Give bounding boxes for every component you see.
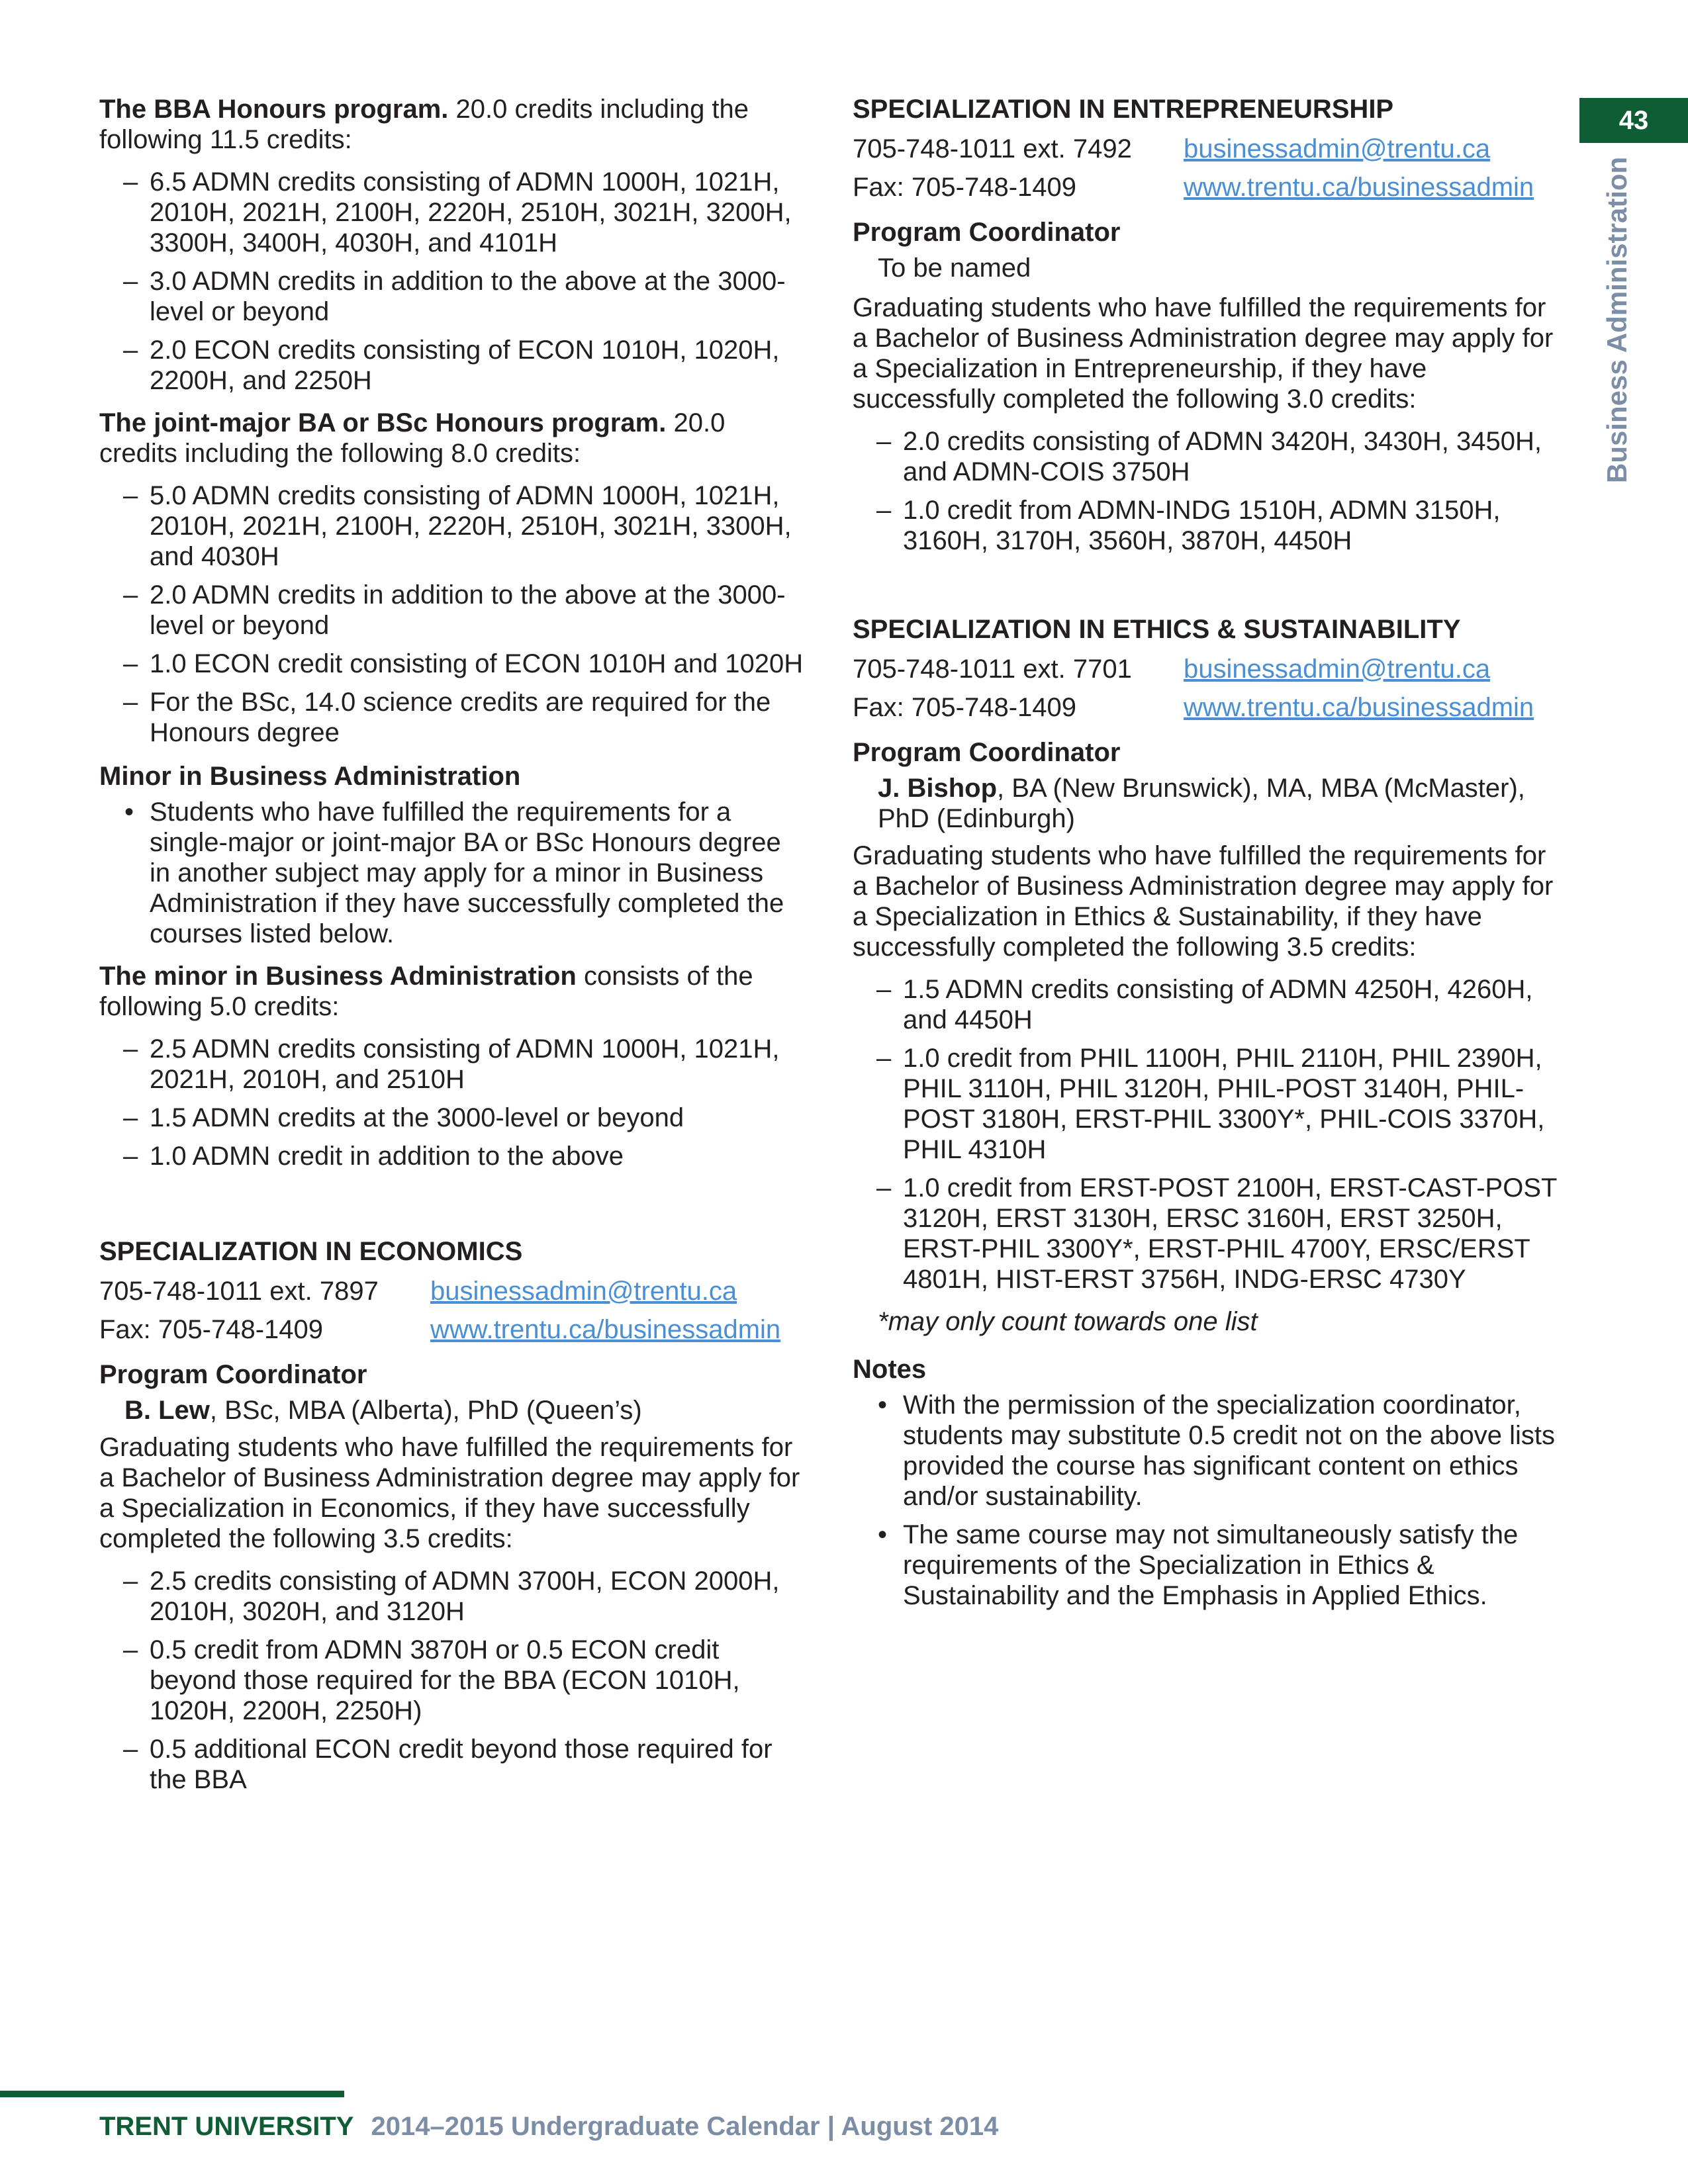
ethics-web-link[interactable]: www.trentu.ca/businessadmin — [1184, 693, 1534, 722]
notes-list — [853, 1390, 1561, 1611]
ethics-contact — [853, 654, 1561, 723]
entrepreneurship-coordinator: To be named — [878, 253, 1031, 283]
ethics-coordinator-label: Program Coordinator — [853, 738, 1121, 767]
notes-heading: Notes — [853, 1355, 927, 1384]
minor-program-heading: The minor in Business Administration — [99, 962, 577, 991]
ethics-specialization-title: SPECIALIZATION IN ETHICS & SUSTAINABILITY — [853, 615, 1461, 644]
list-item: – 2.0 ECON credits consisting of ECON 1010H, 1020H, 2200H, and 2250H — [99, 335, 804, 396]
entrepreneurship-requirements-list — [853, 426, 1561, 556]
list-item: – 3.0 ADMN credits in addition to the above at the 3000-level or beyond — [99, 266, 804, 327]
list-item: – 1.0 credit from ERST-POST 2100H, ERST-CAST-POST 3120H, ERST 3130H, ERSC 3160H, ERST 3250H, ERST-PHIL 3300Y*, ERST-PHIL 4700Y, ERSC/ERST 4801H, HIST-ERST 3756H, INDG-ERSC 4730Y — [853, 1173, 1561, 1295]
economics-coordinator-credentials: , BSc, MBA (Alberta), PhD (Queen’s) — [209, 1396, 642, 1425]
footer-calendar: 2014–2015 Undergraduate Calendar | August 2014 — [371, 2112, 999, 2141]
list-item: – 0.5 additional ECON credit beyond those required for the BBA — [99, 1734, 804, 1795]
economics-email-link[interactable]: businessadmin@trentu.ca — [430, 1277, 737, 1306]
economics-specialization-title: SPECIALIZATION IN ECONOMICS — [99, 1237, 523, 1266]
right-column — [853, 94, 1561, 1623]
joint-program-heading: The joint-major BA or BSc Honours program. — [99, 408, 667, 437]
economics-phone: 705-748-1011 ext. 7897 — [99, 1277, 379, 1306]
minor-program-text: consists of the following 5.0 credits: — [99, 962, 753, 1021]
list-item: – 2.0 credits consisting of ADMN 3420H, 3430H, 3450H, and ADMN-COIS 3750H — [853, 426, 1561, 487]
entrepreneurship-email-link[interactable]: businessadmin@trentu.ca — [1184, 134, 1491, 163]
list-item: – 6.5 ADMN credits consisting of ADMN 1000H, 1021H, 2010H, 2021H, 2100H, 2220H, 2510H, 3021H, 3200H, 3300H, 3400H, 4030H, and 4101H — [99, 167, 804, 258]
footer-university: TRENT UNIVERSITY — [99, 2112, 354, 2141]
entrepreneurship-web-link[interactable]: www.trentu.ca/businessadmin — [1184, 173, 1534, 202]
economics-web-link[interactable]: www.trentu.ca/businessadmin — [430, 1315, 781, 1344]
ethics-coordinator-credentials: , BA (New Brunswick), MA, MBA (McMaster), PhD (Edinburgh) — [878, 774, 1525, 833]
footer-rule — [0, 2091, 344, 2097]
page-number: 43 — [1579, 98, 1688, 143]
list-item: • With the permission of the specialization coordinator, students may substitute 0.5 credit not on the above lists provided the course has significant content on ethics and/or sustainability. — [853, 1390, 1561, 1512]
list-item: – For the BSc, 14.0 science credits are required for the Honours degree — [99, 687, 804, 748]
joint-program-text: 20.0 credits including the following 8.0 credits: — [99, 408, 726, 468]
entrepreneurship-phone: 705-748-1011 ext. 7492 — [853, 134, 1132, 163]
ethics-intro: Graduating students who have fulfilled the requirements for a Bachelor of Business Administration degree may apply for a Specialization in Ethics & Sustainability, if they have successfully completed the following 3.5 credits: — [853, 841, 1554, 962]
economics-coordinator — [124, 1395, 804, 1426]
bba-program-intro — [99, 94, 804, 155]
entrepreneurship-specialization-title: SPECIALIZATION IN ENTREPRENEURSHIP — [853, 95, 1394, 124]
ethics-fax: Fax: 705-748-1409 — [853, 693, 1077, 722]
minor-bullet-list — [99, 797, 804, 949]
joint-program-intro — [99, 408, 804, 469]
ethics-email-link[interactable]: businessadmin@trentu.ca — [1184, 655, 1491, 684]
left-column — [99, 94, 804, 1807]
ethics-footnote: *may only count towards one list — [878, 1307, 1258, 1336]
entrepreneurship-coordinator-label: Program Coordinator — [853, 218, 1121, 247]
minor-program-intro — [99, 961, 804, 1022]
minor-requirements-list — [99, 1034, 804, 1171]
page-footer — [99, 2111, 998, 2142]
economics-fax: Fax: 705-748-1409 — [99, 1315, 324, 1344]
bba-program-text: 20.0 credits including the following 11.5 credits: — [99, 95, 749, 154]
list-item: – 2.5 ADMN credits consisting of ADMN 1000H, 1021H, 2021H, 2010H, and 2510H — [99, 1034, 804, 1095]
list-item: – 1.0 credit from ADMN-INDG 1510H, ADMN 3150H, 3160H, 3170H, 3560H, 3870H, 4450H — [853, 495, 1561, 556]
bba-requirements-list — [99, 167, 804, 396]
list-item: – 5.0 ADMN credits consisting of ADMN 1000H, 1021H, 2010H, 2021H, 2100H, 2220H, 2510H, 3021H, 3300H, and 4030H — [99, 480, 804, 572]
ethics-coordinator — [878, 773, 1561, 834]
entrepreneurship-fax: Fax: 705-748-1409 — [853, 173, 1077, 202]
economics-contact — [99, 1276, 804, 1345]
ethics-coordinator-name: J. Bishop — [878, 774, 998, 803]
list-item: – 2.0 ADMN credits in addition to the above at the 3000-level or beyond — [99, 580, 804, 641]
list-item: • The same course may not simultaneously satisfy the requirements of the Specialization in Ethics & Sustainability and the Emphasis in Applied Ethics. — [853, 1520, 1561, 1611]
ethics-requirements-list — [853, 974, 1561, 1295]
list-item: – 0.5 credit from ADMN 3870H or 0.5 ECON credit beyond those required for the BBA (ECON 1010H, 1020H, 2200H, 2250H) — [99, 1635, 804, 1726]
entrepreneurship-intro: Graduating students who have fulfilled the requirements for a Bachelor of Business Administration degree may apply for a Specialization in Entrepreneurship, if they have successfully completed the following 3.0 credits: — [853, 293, 1554, 414]
section-side-label: Business Administration — [1601, 156, 1632, 483]
joint-requirements-list — [99, 480, 804, 748]
list-item: – 2.5 credits consisting of ADMN 3700H, ECON 2000H, 2010H, 3020H, and 3120H — [99, 1566, 804, 1627]
economics-intro: Graduating students who have fulfilled the requirements for a Bachelor of Business Administration degree may apply for a Specialization in Economics, if they have successfully completed the following 3.5 credits: — [99, 1433, 800, 1553]
economics-coordinator-name: B. Lew — [124, 1396, 210, 1425]
ethics-phone: 705-748-1011 ext. 7701 — [853, 655, 1132, 684]
list-item: – 1.0 ADMN credit in addition to the above — [99, 1141, 804, 1171]
list-item: – 1.0 ECON credit consisting of ECON 1010H and 1020H — [99, 649, 804, 679]
economics-requirements-list — [99, 1566, 804, 1795]
minor-heading: Minor in Business Administration — [99, 762, 521, 791]
list-item: – 1.5 ADMN credits consisting of ADMN 4250H, 4260H, and 4450H — [853, 974, 1561, 1035]
entrepreneurship-contact — [853, 134, 1561, 203]
list-item: – 1.5 ADMN credits at the 3000-level or beyond — [99, 1103, 804, 1133]
bba-program-heading: The BBA Honours program. — [99, 95, 449, 124]
list-item: – 1.0 credit from PHIL 1100H, PHIL 2110H, PHIL 2390H, PHIL 3110H, PHIL 3120H, PHIL-POST 3140H, PHIL-POST 3180H, ERST-PHIL 3300Y*, PHIL-COIS 3370H, PHIL 4310H — [853, 1043, 1561, 1165]
economics-coordinator-label: Program Coordinator — [99, 1360, 367, 1389]
list-item: • Students who have fulfilled the requirements for a single-major or joint-major BA or BSc Honours degree in another subject may apply for a minor in Business Administration if they have successfully completed the courses listed below. — [99, 797, 804, 949]
